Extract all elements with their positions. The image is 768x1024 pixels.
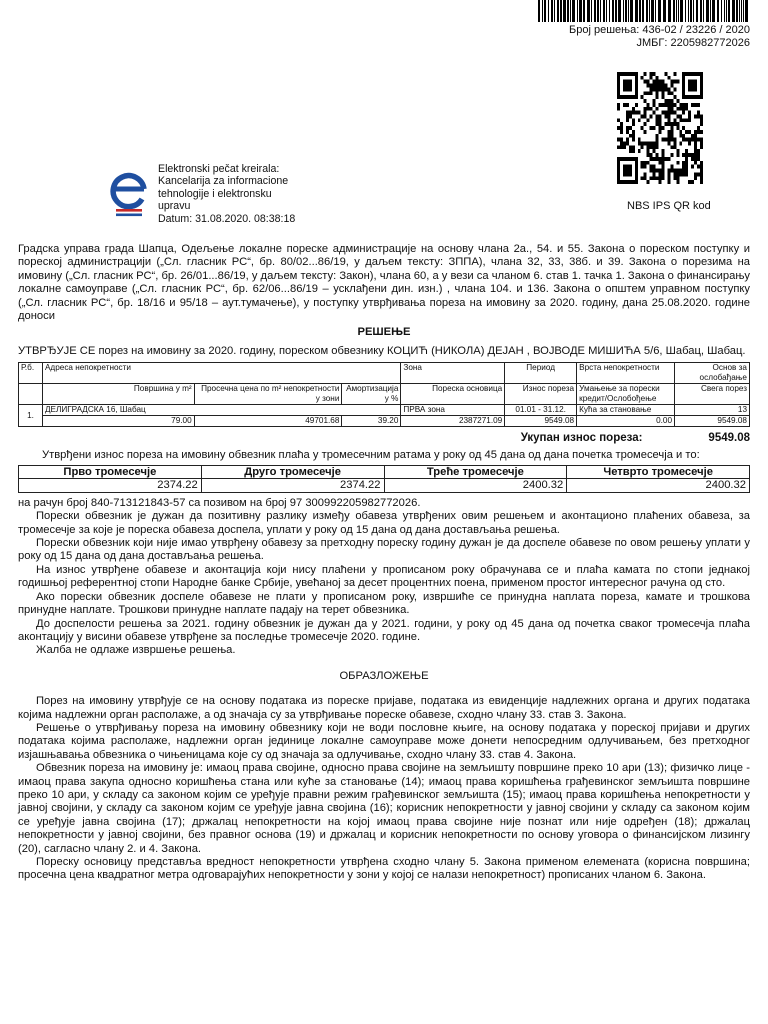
quarter-value: 2374.22 [19,479,202,493]
seal-line: upravu [158,200,191,213]
row-avg-price: 49701.68 [194,416,342,427]
quarterly-installments-table [18,465,750,493]
table-row [19,416,750,427]
row-reduction: 0.00 [577,416,675,427]
header-period: Период [505,363,577,384]
explanation-paragraph: Обвезник пореза на имовину је: имаоц права својине, односно права својине на земљишту површине преко 10 ари (13); физичко лице - имаоц права закупа односно коришћења стана или куће за становање (14); имаоц права коришћења грађевинског земљишта површине преко 10 ари, у складу са законом којим се уређује правни режим грађевинског земљишта (15); имаоц права коришћења непокретности у јавној својини, у складу са законом којим се уређује јавна својина (16); корисник непокретности у јавној својини у складу са законом којим се уређује јавна својина (17); држалац непокретности на којој имаоц права својине није познат или није одређен (18); држалац непокретности у јавној својини, без правног основа (19) и држалац и корисник непокретности по основу уговора о финансијском лизингу (20), сагласно члану 2. и 4. Закона. [18,762,750,855]
quarters-header-row [19,465,750,479]
egovernment-logo-icon [104,163,154,221]
total-tax-value: 9549.08 [708,432,750,445]
quarter-value: 2400.32 [567,479,750,493]
header-amortization: Амортизација у % [342,384,401,405]
row-amortization: 39.20 [342,416,401,427]
header-zone: Зона [401,363,505,384]
quarter-label: Прво тромесечје [19,465,202,479]
document-title: РЕШЕЊЕ [357,326,411,339]
seal-line: Kancelarija za informacione [158,175,289,188]
jmbg-number: ЈМБГ: 2205982772026 [636,37,750,49]
quarter-value: 2374.22 [201,479,384,493]
quarter-label: Треће тромесечје [384,465,567,479]
table-cell [19,384,43,405]
document-body [18,243,750,883]
installments-intro: Утврђени износ пореза на имовину обвезник плаћа у тромесечним ратама у року од 45 дана од дана почетка тромесечја и то: [42,449,700,462]
row-area: 79.00 [42,416,194,427]
table-header-row [19,384,750,405]
total-tax-row [18,431,750,445]
row-kind: Кућа за становање [577,405,675,416]
intro-paragraph: Градска управа града Шапца, Одељење локалне пореске администрације на основу члана 2а., 54. и 55. Закона о пореском поступку и пореској администрацији („Сл. гласник РС“, бр. 80/02...86/19, у даљем тексту: ЗППА), члана 32, 33, 38б. и 39. Закона о порезима на имовину („Сл. гласник РС“, бр. 26/01...86/19, у даљем тексту: Закон), члана 60, а у вези са чланом 6. став 1. тачка 1. Закона о финансирању локалне самоуправе („Сл. гласник РС“, бр. 62/06...86/19 – усклађени дин. изн.) , члана 104. и 136. Закона о општем управном поступку („Сл. гласник РС“, бр. 18/16 и 95/18 – аут.тумачење), у поступку утврђивања пореза на имовину за 2020. годину, дана 25.08.2020. године доноси [18,243,750,323]
determination-paragraph: УТВРЂУЈЕ СЕ порез на имовину за 2020. годину, пореском обвезнику КОЦИЋ (НИКОЛА) ДЕЈАН , ВОЈВОДЕ МИШИЋА 5/6, Шабац, Шабац. [18,344,746,357]
table-header-row [19,363,750,384]
row-address: ДЕЛИГРАДСКА 16, Шабац [42,405,400,416]
decision-identifiers [569,24,750,50]
explanation-paragraph: Решење о утврђивању пореза на имовину обвезнику који не води пословне књиге, на основу података у пореској пријави и других података којима располаже, надлежни орган јединице локалне самоуправе може донети непосредним одлучивањем, без претходног изјашњавања обвезника о чињеницама које су од значаја за одлучивање, сходно члану 33. став 4. Закона. [18,721,750,761]
seal-line: Elektronski pečat kreirala: [158,163,280,175]
row-tax-base: 2387271.09 [401,416,505,427]
header-total-tax: Свега порез [675,384,750,405]
total-tax-label: Укупан износ пореза: [520,432,643,445]
header-exemption-basis: Основ за ослобађање [675,363,750,384]
row-zone: ПРВА зона [401,405,505,416]
seal-text [158,163,295,225]
row-number: 1. [19,405,43,427]
body-paragraph: Ако порески обвезник доспеле обавезе не плати у прописаном року, извршиће се принудна наплата пореза, камате и трошкова принудне наплате. Трошкови принудне наплате падају на терет обвезника. [18,590,750,617]
qr-code [617,72,703,184]
seal-date: Datum: 31.08.2020. 08:38:18 [158,212,296,225]
header-reduction: Умањење за порески кредит/Ослобођење [577,384,675,405]
header-tax-amount: Износ пореза [505,384,577,405]
row-total-tax: 9549.08 [675,416,750,427]
table-row [19,405,750,416]
explanation-title: ОБРАЗЛОЖЕЊЕ [339,669,429,682]
row-tax-amount: 9549.08 [505,416,577,427]
header-address: Адреса непокретности [42,363,400,384]
body-paragraph: До доспелости решења за 2021. годину обвезник је дужан да у 2021. години, у року од 45 дана од почетка сваког тромесечја плаћа аконтацију у висини обавезе утврђене за последње тромесечје 2020. године. [18,617,750,643]
electronic-seal [104,163,295,225]
header-tax-base: Пореска основица [401,384,505,405]
explanation-paragraph: Порез на имовину утврђује се на основу података из пореске пријаве, података из евиденције надлежних органа и других података којима надлежни орган располаже, а од значаја су за утврђивање пореске обавезе, сходно члану 33. став 3. Закона. [18,695,750,721]
quarter-label: Друго тромесечје [201,465,384,479]
explanation-paragraph: Пореску основицу представља вредност непокретности утврђена сходно члану 5. Закона применом елемената (корисна површина; просечна цена квадратног метра одговарајућих непокретности у зони у којој се налази непокретност) прописаних чланом 6. Закона. [18,856,750,882]
body-paragraph: Порески обвезник који није имао утврђену обавезу за претходну пореску годину дужан је да доспеле обавезе по овом решењу уплати у року од 15 дана од дана достављања решења. [18,537,750,563]
row-exemption-basis: 13 [675,405,750,416]
quarter-value: 2400.32 [384,479,567,493]
seal-line: tehnologije i elektronsku [158,187,272,200]
body-paragraph: Порески обвезник је дужан да позитивну разлику између обавеза утврђених овим решењем и аконтационо плаћених обавеза, за тромесечје за које је пореска обавеза доспела, уплати у року од 15 дана од дана достављања решења. [18,510,750,536]
quarter-label: Четврто тромесечје [567,465,750,479]
header-area: Површина у m² [42,384,194,405]
property-tax-table [18,362,750,427]
payment-account: на рачун број 840-713121843-57 са позивом на број 97 300992205982772026. [18,496,421,509]
row-period: 01.01 - 31.12. [505,405,577,416]
body-paragraph: На износ утврђене обавезе и аконтација који нису плаћени у прописаном року обрачунава се и плаћа камата по стопи једнакој годишњој референтној стопи Народне банке Србије, увећаној за десет процентних поена, применом простог интересног рачуна од сто. [18,563,750,590]
header-avg-price: Просечна цена по m² непокретности у зони [194,384,342,405]
header-rb: Р.б. [19,363,43,384]
qr-label: NBS IPS QR kod [627,200,711,212]
header-kind: Врста непокретности [577,363,675,384]
decision-number: Број решења: 436-02 / 23226 / 2020 [569,24,750,36]
quarters-value-row [19,479,750,493]
barcode [538,0,750,22]
appeal-note: Жалба не одлаже извршење решења. [36,644,236,657]
